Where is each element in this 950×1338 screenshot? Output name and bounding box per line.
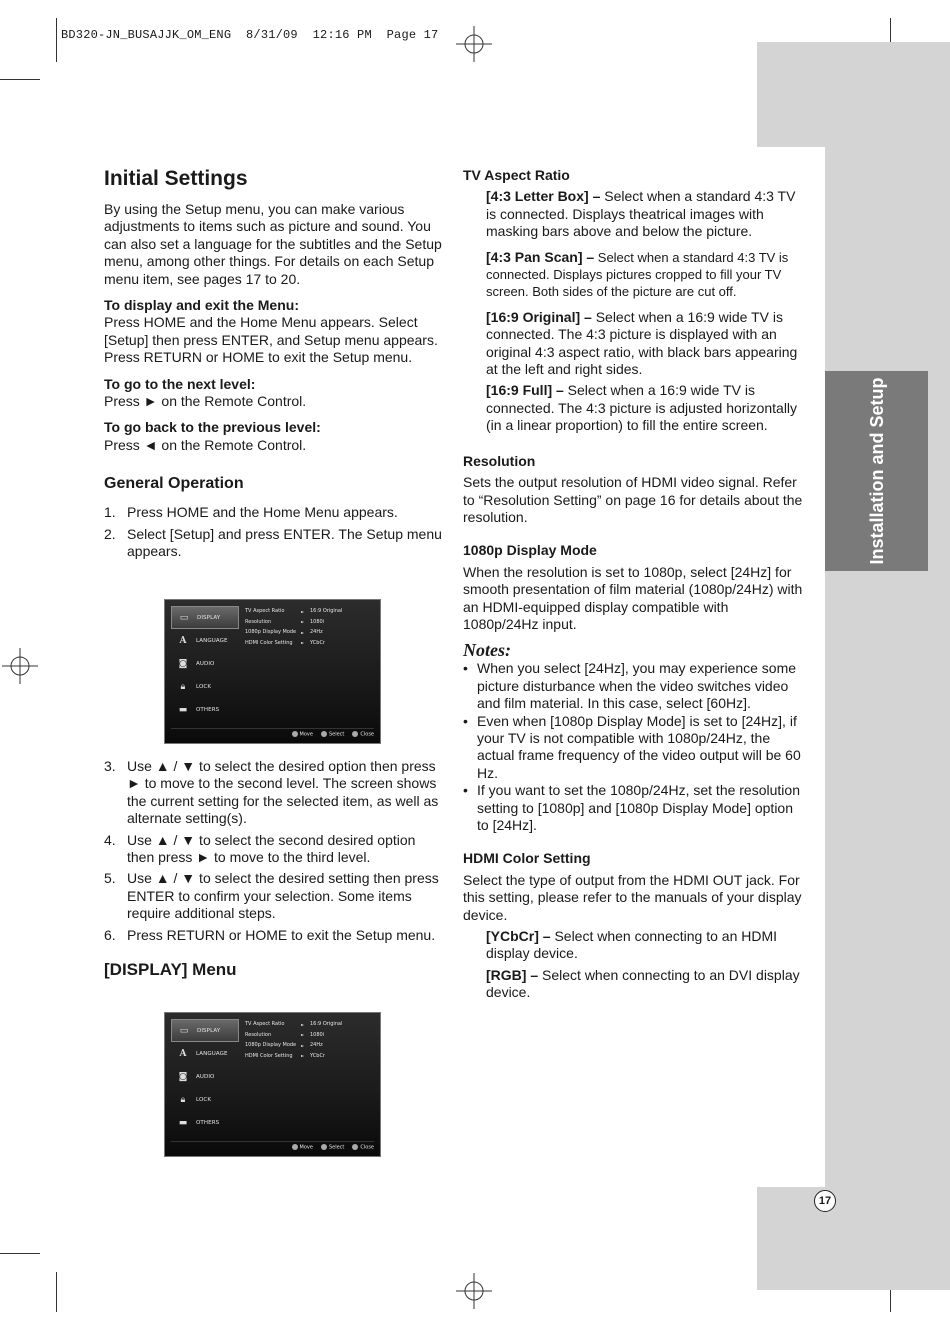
general-operation-heading: General Operation [104,475,244,493]
hint-label: Move [299,731,313,738]
step-text: Use ▲ / ▼ to select the desired option then press ► to move to the second level. The screen shows the current setting for the selected item, as well as alternate setting(s). [127,758,439,827]
arrow-right-icon: ► [301,1042,305,1048]
option-text: Select when a standard 4:3 TV is connected. Displays pictures cropped to fill your TV screen. Both sides of the picture are cut off. [486,249,789,300]
option-label: [4:3 Pan Scan] – [486,248,595,265]
hint-label: Select [328,731,345,738]
menu-item-label: LANGUAGE [196,1050,228,1057]
menu-settings-list [245,606,375,648]
step-number: 4. [104,831,116,848]
setting-value: 24Hz [310,1042,323,1049]
menu-item-display [171,1019,239,1042]
enter-icon [321,731,327,737]
setting-name: 1080p Display Mode [245,1042,297,1049]
monitor-icon: ▭ [179,612,189,623]
aspect-option [463,382,803,434]
return-icon [352,1144,358,1150]
lock-icon: 🔒︎ [180,1094,186,1105]
move-hint [292,731,313,738]
arrow-right-icon: ► [301,629,305,635]
setting-name: HDMI Color Setting [245,639,293,646]
list-item: • Even when [1080p Display Mode] is set to [24Hz], if your TV is not compatible with 1080p/24Hz, the actual frame frequency of the video output will be 60 Hz. [463,713,803,783]
letter-a-icon: A [179,635,187,646]
option-text: Select when connecting to an DVI display device. [486,966,800,1001]
arrow-right-icon: ► [301,1021,305,1027]
setting-name: TV Aspect Ratio [245,608,285,615]
setting-name: Resolution [245,618,272,625]
setting-value: YCbCr [310,639,325,646]
select-hint [321,1144,344,1151]
step-number: 6. [104,926,116,943]
step-text: Use ▲ / ▼ to select the desired setting then press ENTER to confirm your selection. Some items require additional steps. [127,870,439,922]
display-exit-text-2: Press RETURN or HOME to exit the Setup menu. [104,349,413,366]
list-item [104,758,444,828]
others-icon: ▬ [178,704,188,715]
menu-help-bar [171,1141,374,1152]
option-text: Select when a 16:9 wide TV is connected. The 4:3 picture is adjusted horizontally (in a linear proportion) to fill the entire screen. [486,382,798,434]
step-text: Press RETURN or HOME to exit the Setup menu. [127,926,436,943]
step-number: 3. [104,758,116,774]
setting-value: 1080i [310,1031,325,1038]
menu-setting-row [245,638,375,649]
step-text: Press HOME and the Home Menu appears. [127,504,398,521]
prev-level-text: Press ◄ on the Remote Control. [104,436,307,453]
menu-settings-list [245,1019,375,1061]
option-text: Select when a standard 4:3 TV is connected. Displays theatrical images with masking bars above and below the picture. [486,188,796,240]
display-menu-heading: [DISPLAY] Menu [104,960,237,980]
crop-mark [0,79,40,80]
page-number: 17 [814,1190,836,1212]
menu-item-label: OTHERS [196,1119,220,1126]
left-column [104,167,444,561]
aspect-option [463,249,803,301]
list-item: • If you want to set the 1080p/24Hz, set the resolution setting to [1080p] and [1080p Display Mode] option to [24Hz]. [463,782,803,834]
menu-setting-row [245,606,375,617]
resolution-text: Sets the output resolution of HDMI video signal. Refer to “Resolution Setting” on page 16 for details about the resolution. [463,474,803,525]
menu-item-lock [171,1088,239,1111]
setup-menu-screenshot [164,599,381,744]
list-item [104,504,444,521]
menu-category-list [171,606,239,718]
list-item [104,927,444,944]
option-label: [16:9 Full] – [486,382,564,399]
prev-level-heading: To go back to the previous level: [104,419,321,436]
page-title: Initial Settings [104,167,248,190]
crop-mark [56,1272,57,1312]
registration-mark-icon [456,26,492,62]
menu-item-others [171,698,239,721]
list-item [104,870,444,922]
step-text: Select [Setup] and press ENTER. The Setup menu appears. [127,525,442,560]
arrow-right-icon: ► [301,1053,305,1059]
menu-setting-row [245,617,375,628]
steps-list-b [104,758,444,944]
arrow-right-icon: ► [301,619,305,625]
dpad-icon [292,731,298,737]
select-hint [321,731,344,738]
others-icon: ▬ [178,1117,188,1128]
menu-item-label: LOCK [196,1096,212,1103]
speaker-icon: ◙ [178,658,188,669]
section-tab [825,371,928,571]
menu-item-label: AUDIO [196,1073,215,1080]
option-text: Select when connecting to an HDMI display device. [486,928,778,962]
display-menu-screenshot [164,1012,381,1157]
setting-value: 16:9 Original [310,1021,343,1028]
next-level-text: Press ► on the Remote Control. [104,393,307,410]
list-item [104,832,444,867]
step-text: Use ▲ / ▼ to select the second desired option then press ► to move to the third level. [127,831,416,866]
right-column [463,167,803,1002]
arrow-right-icon: ► [301,1032,305,1038]
steps-list-a [104,504,444,560]
letter-a-icon: A [179,1048,187,1059]
next-level-heading: To go to the next level: [104,375,256,392]
menu-category-list [171,1019,239,1131]
menu-help-bar [171,728,374,739]
menu-item-label: LANGUAGE [196,637,228,644]
menu-item-lock [171,675,239,698]
menu-item-label: DISPLAY [197,614,221,621]
notes-list [463,660,803,834]
display-exit-text: Press HOME and the Home Menu appears. Select [Setup] then press ENTER, and Setup menu appears. [104,314,438,348]
menu-item-display [171,606,239,629]
monitor-icon: ▭ [179,1025,189,1036]
menu-item-others [171,1111,239,1134]
sidebar-band [757,1187,950,1290]
move-hint [292,1144,313,1151]
dpad-icon [292,1144,298,1150]
crop-mark [0,1253,40,1254]
crop-mark [56,18,57,62]
menu-item-language [171,629,239,652]
list-item [104,526,444,561]
tv-aspect-heading: TV Aspect Ratio [463,167,570,183]
hint-label: Close [360,731,374,738]
menu-item-label: OTHERS [196,706,220,713]
hdmi-text: Select the type of output from the HDMI OUT jack. For this setting, please refer to the manuals of your display device. [463,871,802,923]
menu-setting-row [245,1019,375,1030]
menu-item-label: DISPLAY [197,1027,221,1034]
setting-name: Resolution [245,1031,272,1038]
hdmi-option [463,928,803,963]
option-label: [4:3 Letter Box] – [486,188,601,205]
option-text: Select when a 16:9 wide TV is connected. The 4:3 picture is displayed with an original 4:3 aspect ratio, with black bars appearing at the left and right sides. [486,308,798,378]
list-item: • When you select [24Hz], you may experience some picture disturbance when the video switches video and film material. In this case, select [60Hz]. [463,660,803,712]
hint-label: Select [328,1144,345,1151]
printer-slug: BD320-JN_BUSAJJK_OM_ENG 8/31/09 12:16 PM Page 17 [61,28,439,42]
sidebar-band [825,147,950,1187]
registration-mark-icon [2,648,38,684]
display-exit-heading: To display and exit the Menu: [104,297,299,314]
setting-name: 1080p Display Mode [245,629,297,636]
menu-item-label: LOCK [196,683,212,690]
hint-label: Close [360,1144,374,1151]
lock-icon: 🔒︎ [180,681,186,692]
aspect-option [463,188,803,240]
sidebar-band [757,42,950,147]
notes-heading: Notes: [463,640,511,661]
left-column-continued [104,758,444,980]
option-label: [RGB] – [486,966,539,983]
option-label: [YCbCr] – [486,928,551,945]
menu-item-audio [171,652,239,675]
step-number: 2. [104,525,116,542]
close-hint [352,731,374,738]
arrow-right-icon: ► [301,608,305,614]
step-number: 1. [104,504,116,521]
display-mode-text: When the resolution is set to 1080p, select [24Hz] for smooth presentation of film material (1080p/24Hz) with an HDMI-equipped display compatible with 1080p/24Hz input. [463,563,803,632]
return-icon [352,731,358,737]
registration-mark-icon [456,1273,492,1309]
intro-text: By using the Setup menu, you can make various adjustments to items such as picture and sound. You can also set a language for the subtitles and the Setup menu, among other things. For details on each Setup menu item, see pages 17 to 20. [104,201,442,287]
arrow-right-icon: ► [301,640,305,646]
display-mode-heading: 1080p Display Mode [463,542,597,559]
hint-label: Move [299,1144,313,1151]
menu-item-audio [171,1065,239,1088]
section-tab-label: Installation and Setup [866,377,887,565]
option-label: [16:9 Original] – [486,308,592,325]
step-number: 5. [104,870,116,887]
hdmi-option [463,967,803,1002]
setting-value: YCbCr [310,1052,325,1059]
setting-value: 24Hz [310,629,323,636]
close-hint [352,1144,374,1151]
menu-setting-row [245,1040,375,1051]
menu-item-label: AUDIO [196,660,215,667]
setting-value: 1080i [310,618,325,625]
setting-name: TV Aspect Ratio [245,1021,285,1028]
enter-icon [321,1144,327,1150]
aspect-option [463,309,803,379]
menu-setting-row [245,627,375,638]
setting-name: HDMI Color Setting [245,1052,293,1059]
hdmi-heading: HDMI Color Setting [463,850,591,867]
resolution-heading: Resolution [463,452,536,469]
speaker-icon: ◙ [178,1071,188,1082]
setting-value: 16:9 Original [310,608,343,615]
menu-setting-row [245,1051,375,1062]
menu-item-language [171,1042,239,1065]
menu-setting-row [245,1030,375,1041]
